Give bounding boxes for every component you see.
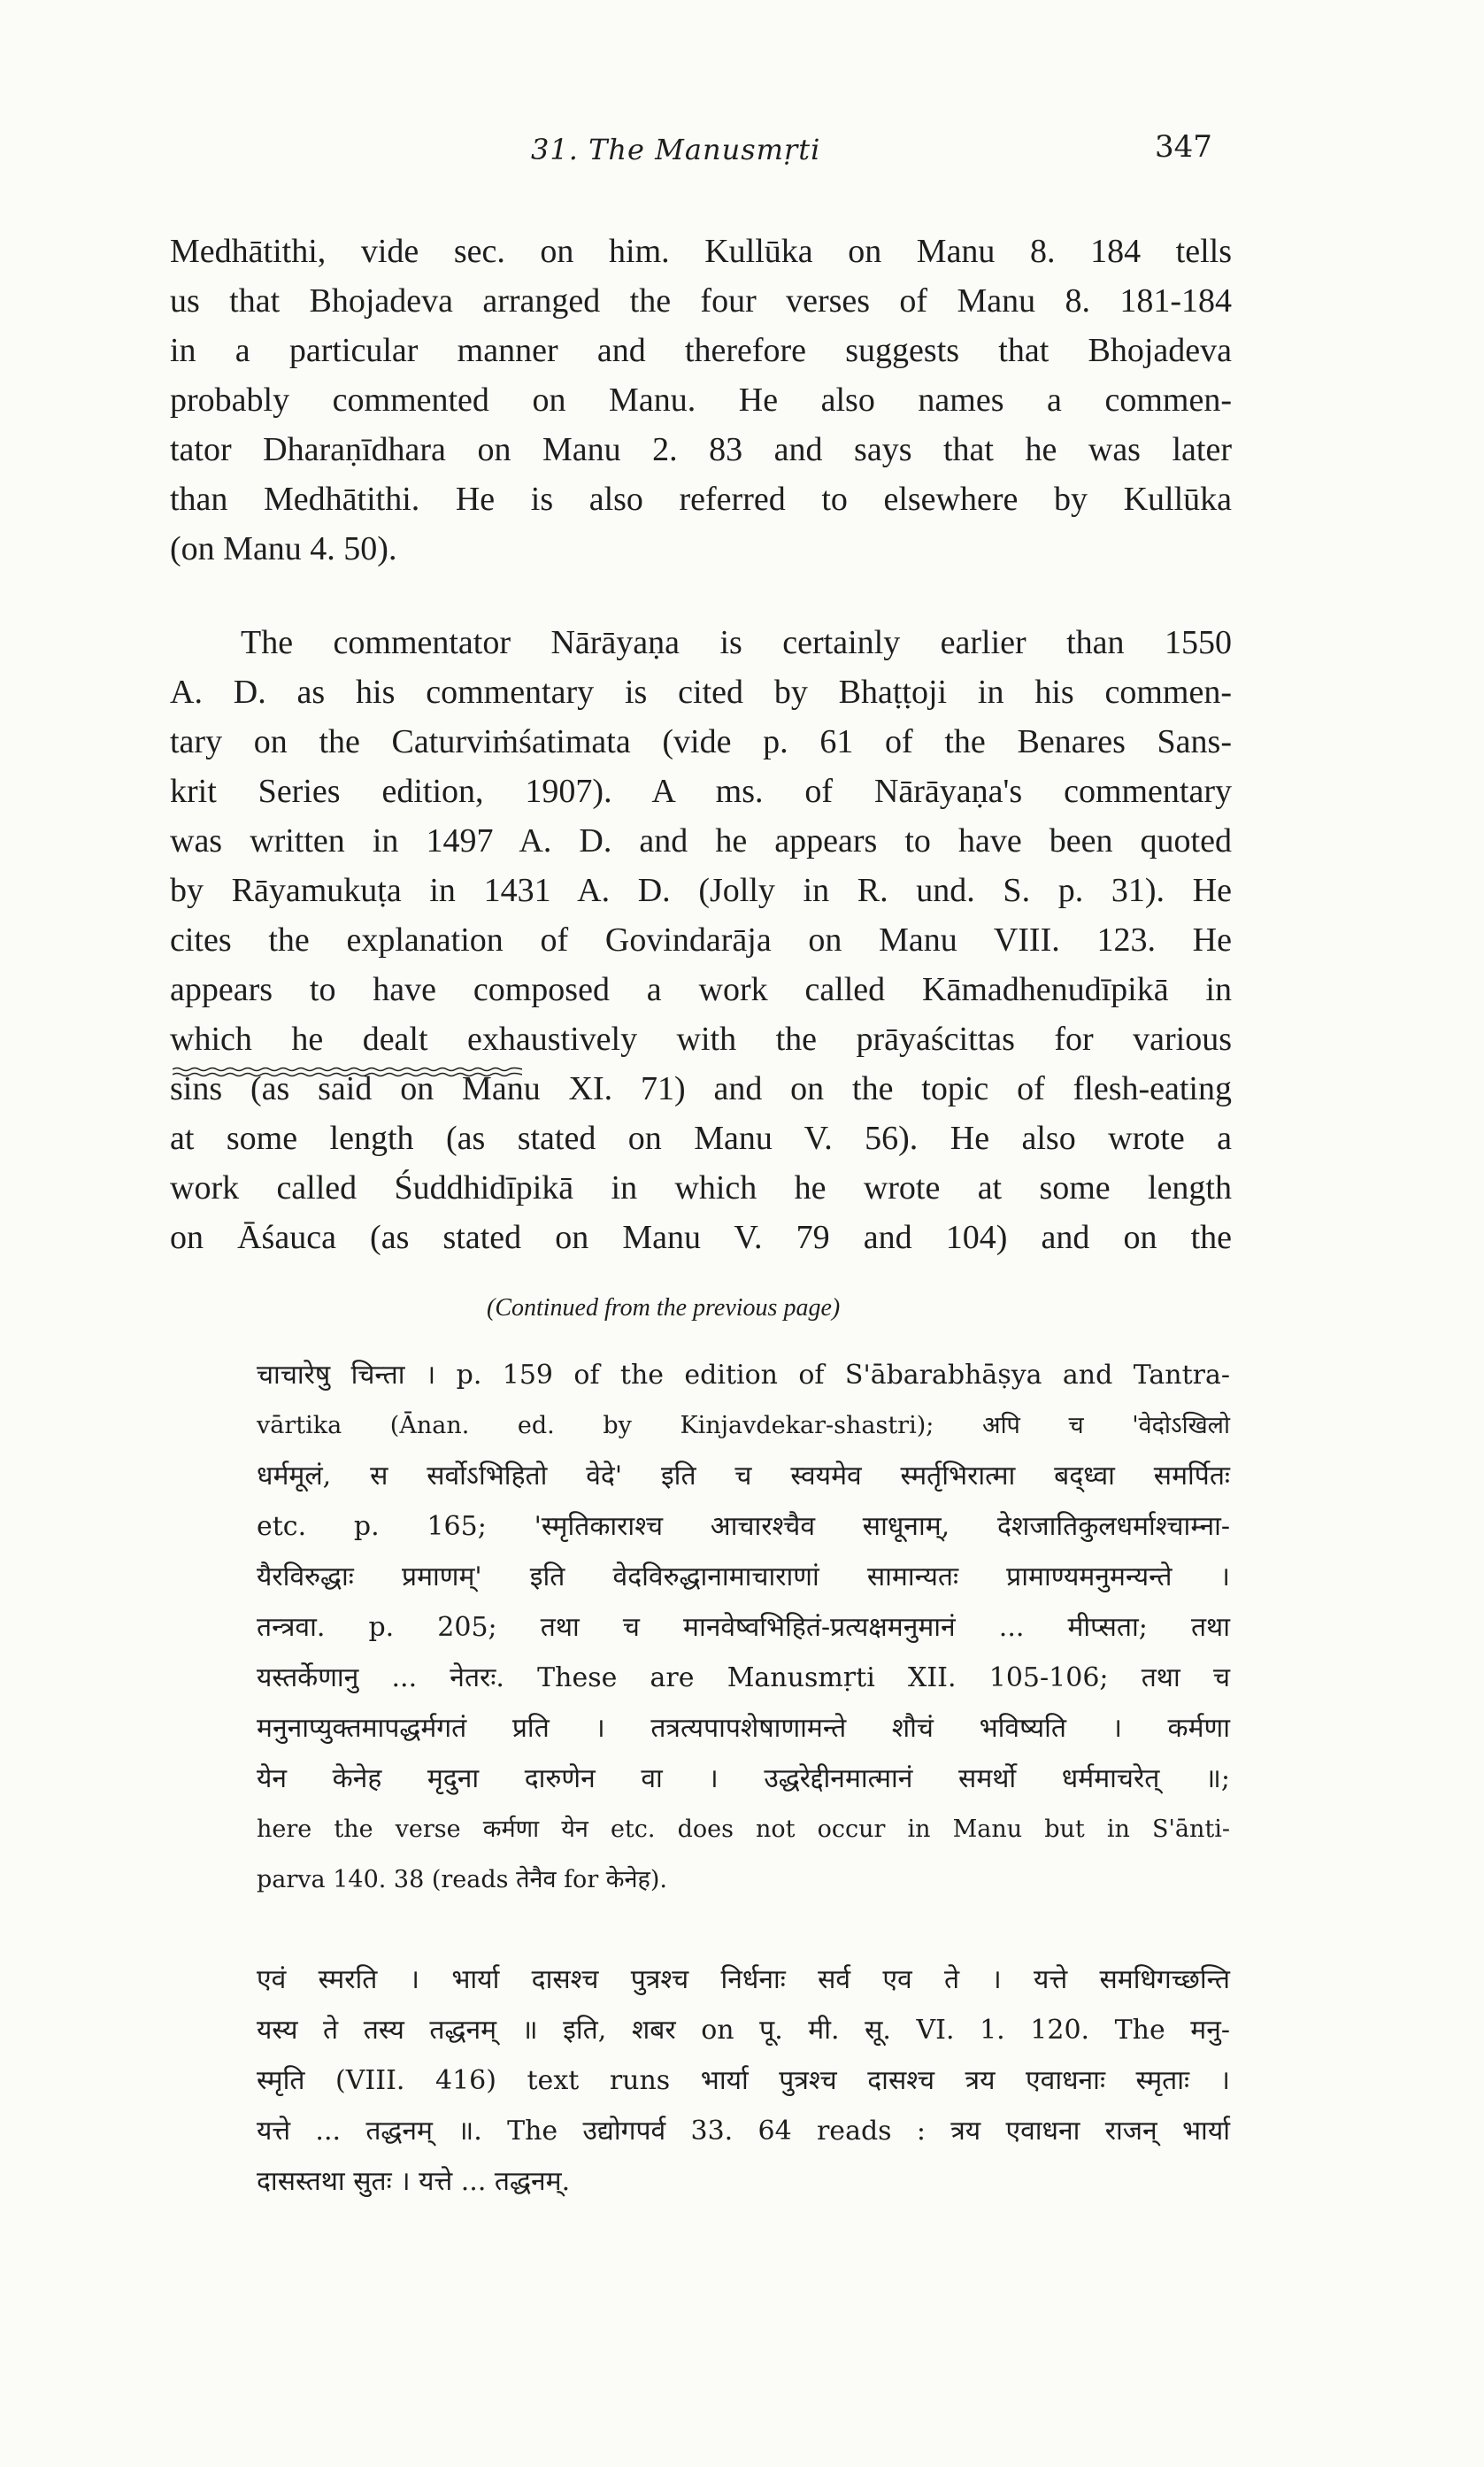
text-line: cites the explanation of Govindarāja on Manu VIII. 123. He (170, 921, 1232, 959)
text-line: us that Bhojadeva arranged the four verses of Manu 8. 181-184 (170, 282, 1232, 320)
footnote-line: दासस्तथा सुतः । यत्ते ... तद्धनम्. (257, 2166, 571, 2197)
page-number: 347 (1155, 129, 1212, 165)
footnote-line: तन्त्रवा. p. 205; तथा च मानवेष्वभिहितं-प्रत्यक्षमनुमानं ... मीप्सता; तथा (257, 1612, 1230, 1643)
text-line: krit Series edition, 1907). A ms. of Nārāyaṇa's commentary (170, 773, 1232, 810)
footnote-line: here the verse कर्मणा येन etc. does not occur in Manu but in S'ānti- (257, 1816, 1230, 1843)
footnote-line: मनुनाप्युक्तमापद्धर्मगतं प्रति । तत्रत्यपापशेषाणामन्ते शौचं भविष्यति । कर्मणा (257, 1713, 1230, 1744)
text-line: was written in 1497 A. D. and he appears to have been quoted (170, 822, 1232, 860)
footnote-line: parva 140. 38 (reads तेनैव for केनेह). (257, 1866, 667, 1893)
running-head: 31. The Manusmṛti (531, 133, 821, 166)
footnote-line: चाचारेषु चिन्ता । p. 159 of the edition of S'ābarabhāṣya and Tantra- (257, 1360, 1230, 1391)
text-line: Medhātithi, vide sec. on him. Kullūka on Manu 8. 184 tells (170, 233, 1232, 270)
text-line: in a particular manner and therefore suggests that Bhojadeva (170, 332, 1232, 369)
text-line: tator Dharaṇīdhara on Manu 2. 83 and says that he was later (170, 431, 1232, 468)
text-line: The commentator Nārāyaṇa is certainly earlier than 1550 (241, 624, 1232, 661)
text-line: than Medhātithi. He is also referred to elsewhere by Kullūka (170, 481, 1232, 518)
footnote-divider (173, 1066, 522, 1078)
footnote-line: एवं स्मरति । भार्या दासश्च पुत्रश्च निर्धनाः सर्व एव ते । यत्ते समधिगच्छन्ति (257, 1964, 1230, 1995)
main-text (170, 227, 1232, 1262)
footnote-line: येन केनेह मृदुना दारुणेन वा । उद्धरेद्दीनमात्मानं समर्थो धर्ममाचरेत् ॥; (257, 1763, 1230, 1794)
footnote-line: यैरविरुद्धाः प्रमाणम्' इति वेदविरुद्धानामाचाराणां सामान्यतः प्रामाण्यमनुमन्यन्ते । (257, 1561, 1230, 1592)
footnote-line: etc. p. 165; 'स्मृतिकाराश्च आचारश्चैव साधूनाम्, देशजातिकुलधर्माश्चाम्ना- (257, 1511, 1230, 1542)
text-line: at some length (as stated on Manu V. 56). He also wrote a (170, 1120, 1232, 1157)
footnote-line: vārtika (Ānan. ed. by Kinjavdekar-shastri); अपि च 'वेदोऽखिलो (257, 1412, 1230, 1439)
text-line: A. D. as his commentary is cited by Bhaṭṭoji in his commen- (170, 674, 1232, 711)
text-line: appears to have composed a work called Kāmadhenudīpikā in (170, 971, 1232, 1008)
text-line: tary on the Caturviṁśatimata (vide p. 61 of the Benares Sans- (170, 723, 1232, 760)
text-line: which he dealt exhaustively with the prāyaścittas for various (170, 1021, 1232, 1058)
footnote-continued-label: (Continued from the previous page) (487, 1294, 841, 1322)
footnote-line: स्मृति (VIII. 416) text runs भार्या पुत्रश्च दासश्च त्रय एवाधनाः स्मृताः । (257, 2065, 1230, 2096)
footnote-line: यस्तर्केणानु ... नेतरः. These are Manusmṛti XII. 105-106; तथा च (257, 1662, 1230, 1693)
text-line: work called Śuddhidīpikā in which he wrote at some length (170, 1169, 1232, 1207)
footnote-line: यस्य ते तस्य तद्धनम् ॥ इति, शबर on पू. मी. सू. VI. 1. 120. The मनु- (257, 2015, 1230, 2046)
footnote-line: यत्ते ... तद्धनम् ॥. The उद्योगपर्व 33. 64 reads : त्रय एवाधना राजन् भार्या (257, 2116, 1230, 2147)
footnote-line: धर्ममूलं, स सर्वोऽभिहितो वेदे' इति च स्वयमेव स्मर्तृभिरात्मा बद्ध्वा समर्पितः (257, 1461, 1230, 1492)
text-line: sins (as said on Manu XI. 71) and on the topic of flesh-eating (170, 1070, 1232, 1107)
footnote-block (257, 1350, 1230, 1905)
text-line: by Rāyamukuṭa in 1431 A. D. (Jolly in R. und. S. p. 31). He (170, 872, 1232, 909)
text-line: probably commented on Manu. He also names a commen- (170, 382, 1232, 419)
text-line: (on Manu 4. 50). (170, 530, 397, 567)
footnote-block (257, 1954, 1230, 2207)
text-line: on Āśauca (as stated on Manu V. 79 and 104) and on the (170, 1219, 1232, 1256)
